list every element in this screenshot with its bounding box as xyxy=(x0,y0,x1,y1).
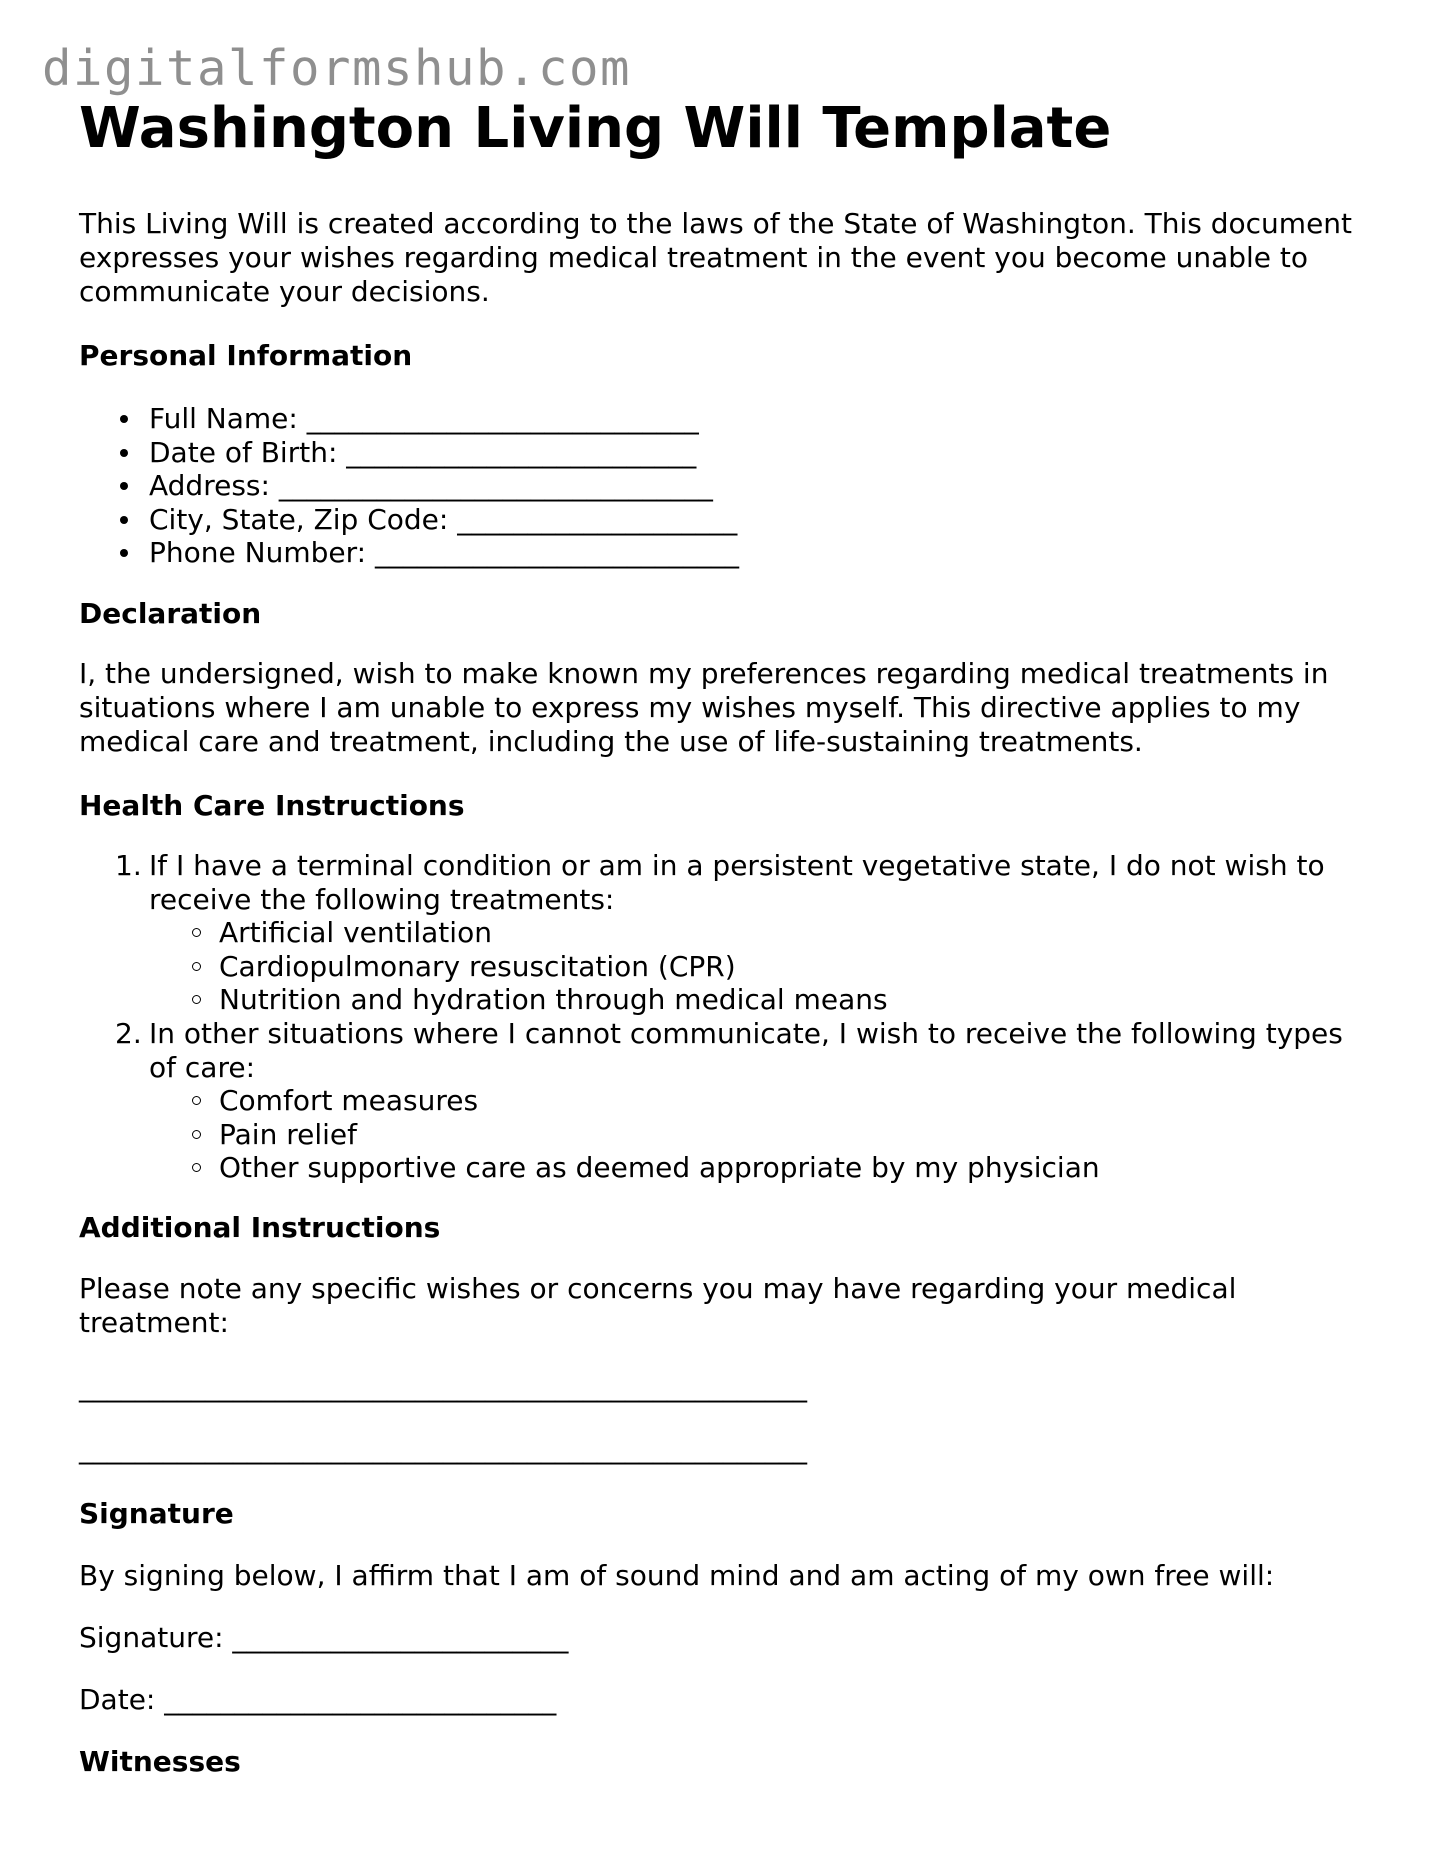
city-state-zip-label: City, State, Zip Code: ____________________ xyxy=(149,502,738,536)
additional-instructions-block xyxy=(79,1272,1369,1340)
bullet-icon xyxy=(120,482,128,490)
signature-heading: Signature xyxy=(79,1497,234,1530)
bullet-icon xyxy=(120,549,128,557)
circle-bullet-icon xyxy=(192,928,201,937)
personal-information-list xyxy=(79,402,1369,570)
care-requested-list xyxy=(149,1084,1369,1185)
address-field[interactable] xyxy=(79,469,1369,503)
list-item-text: Artificial ventilation xyxy=(219,916,492,950)
list-item-text: Pain relief xyxy=(219,1117,357,1151)
list-item xyxy=(149,1151,1369,1185)
list-item-text: Cardiopulmonary resuscitation (CPR) xyxy=(219,949,736,983)
list-item xyxy=(149,983,1369,1017)
list-item xyxy=(149,1118,1369,1152)
health-care-item-text: If I have a terminal condition or am in a persistent vegetative state, I do not wish to receive the following treatments: xyxy=(149,849,1325,916)
additional-instructions-heading: Additional Instructions xyxy=(79,1211,441,1244)
item-number: 2. xyxy=(115,1016,142,1050)
address-label: Address: _______________________________ xyxy=(149,469,713,503)
full-name-field[interactable] xyxy=(79,402,1369,436)
list-item-text: Comfort measures xyxy=(219,1084,479,1118)
bullet-icon xyxy=(120,516,128,524)
watermark: digitalformshub.com xyxy=(42,40,632,97)
date-of-birth-label: Date of Birth: _________________________ xyxy=(149,435,697,469)
list-item xyxy=(149,1084,1369,1118)
intro-paragraph: This Living Will is created according to the laws of the State of Washington. This document expresses your wishes regarding medical treatment in the event you become unable to communicate your decisions. xyxy=(79,207,1353,308)
witnesses-heading: Witnesses xyxy=(79,1745,241,1778)
item-number: 1. xyxy=(115,849,142,882)
list-item-text: Other supportive care as deemed appropriate by my physician xyxy=(219,1151,1100,1185)
personal-information-heading: Personal Information xyxy=(79,339,413,372)
treatments-declined-list xyxy=(149,916,1369,1017)
phone-number-label: Phone Number: __________________________ xyxy=(149,536,739,570)
health-care-instructions-heading: Health Care Instructions xyxy=(79,789,465,822)
circle-bullet-icon xyxy=(192,995,201,1004)
list-item xyxy=(149,916,1369,950)
signature-paragraph-block xyxy=(79,1559,1369,1593)
health-care-list-block xyxy=(79,849,1369,1185)
page-title: Washington Living Will Template xyxy=(79,96,1112,161)
health-care-list xyxy=(79,849,1369,1185)
health-care-item-text: In other situations where I cannot communicate, I wish to receive the following types of care: xyxy=(149,1016,1343,1084)
declaration-paragraph-block xyxy=(79,657,1369,759)
additional-instructions-line-1[interactable]: ____________________________________________________ xyxy=(79,1370,807,1403)
bullet-icon xyxy=(120,415,128,423)
circle-bullet-icon xyxy=(192,1163,201,1172)
bullet-icon xyxy=(120,449,128,457)
list-item xyxy=(149,950,1369,984)
date-of-birth-field[interactable] xyxy=(79,436,1369,470)
additional-instructions-line-2[interactable]: ____________________________________________________ xyxy=(79,1432,807,1465)
circle-bullet-icon xyxy=(192,1130,201,1139)
full-name-label: Full Name: ____________________________ xyxy=(149,402,699,435)
city-state-zip-field[interactable] xyxy=(79,503,1369,537)
signature-field[interactable]: Signature: ________________________ xyxy=(79,1621,569,1654)
circle-bullet-icon xyxy=(192,962,201,971)
intro-paragraph-block xyxy=(79,207,1369,309)
declaration-heading: Declaration xyxy=(79,597,262,630)
personal-information-list-block xyxy=(79,402,1369,570)
list-item-text: Nutrition and hydration through medical means xyxy=(219,983,888,1017)
health-care-item xyxy=(79,849,1369,1017)
date-field[interactable]: Date: ____________________________ xyxy=(79,1683,557,1716)
phone-number-field[interactable] xyxy=(79,536,1369,570)
additional-instructions-paragraph: Please note any specific wishes or concerns you may have regarding your medical treatment: xyxy=(79,1272,1237,1339)
declaration-paragraph: I, the undersigned, wish to make known my preferences regarding medical treatments in situations where I am unable to express my wishes myself. This directive applies to my medical care and treatment, including the use of life-sustaining treatments. xyxy=(79,657,1329,758)
health-care-item xyxy=(79,1017,1369,1185)
circle-bullet-icon xyxy=(192,1096,201,1105)
signature-paragraph: By signing below, I affirm that I am of sound mind and am acting of my own free will: xyxy=(79,1559,1275,1592)
